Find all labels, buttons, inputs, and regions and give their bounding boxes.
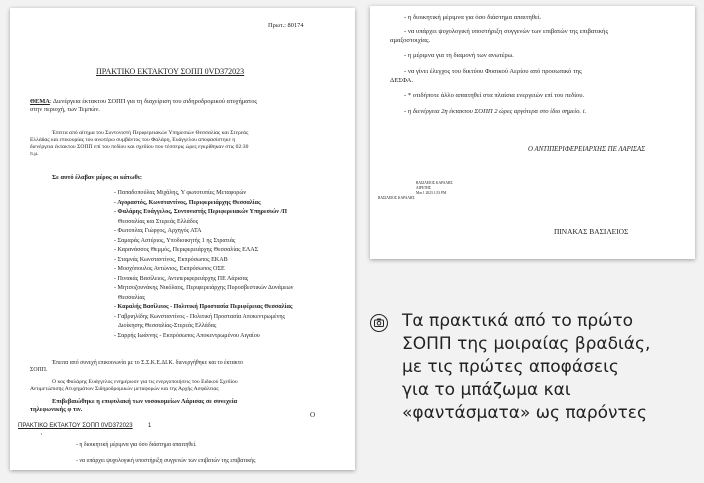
photo-caption xyxy=(370,310,704,425)
participant-item: - Μητσοζουνάκης Νικόλαος, Περιφερειάρχης Πυροσβεστικών Δυνάμεων xyxy=(114,285,294,291)
intro-line-1: Έπειτα από αίτημα του Συντονιστή Περιφερειακών Υπηρεσιών Θεσσαλίας και Στερεάς xyxy=(52,130,249,136)
action-line-4-cont: ΔΕΣΦΑ. xyxy=(390,77,414,84)
signature-stamp-line-3: Mar 1 2023 1:53 PM xyxy=(416,191,447,195)
caption-line: για το μπάζωμα και xyxy=(402,380,571,400)
participant-item: - Παπαδοπούλας Μιχάλης, Υ φωτοτυπίες Μεταφορών xyxy=(114,190,247,196)
subject-line-2: στην περιοχή, των Τεμπών. xyxy=(30,106,100,113)
page-footer-title: ΠΡΑΚΤΙΚΟ ΕΚΤΑΚΤΟΥ ΣΟΠΠ 0VD372023 xyxy=(18,423,133,429)
document-page-2 xyxy=(370,6,695,259)
caption-line: Τα πρακτικά από το πρώτο xyxy=(402,311,634,331)
intro-line-2: Ελλάδας και επικουρίας του ανωτέρω συμβάντος του Φαλάρη, Ευάγγελου αποφασίστηκε η xyxy=(30,137,236,143)
signature-stamp-line-1: ΒΑΣΙΛΕΙΟΣ ΚΑΡΑΛΗΣ xyxy=(416,181,453,185)
participant-item: - Σαμαράς Αστέριος, Υποδιοικητής 1 ης Στρατιάς xyxy=(114,237,236,244)
caption-line: με τις πρώτες αποφάσεις xyxy=(402,357,619,377)
subject-label: ΘΕΜΑ xyxy=(30,98,50,105)
participant-item: - Σταμνάς Κωνσταντίνος, Εκπρόσωπος ΕΚΑΒ xyxy=(114,256,228,263)
participant-item: - Φωτοπλας Γιώργος, Αρχηγός ΑΤΑ xyxy=(114,228,202,234)
document-page-1 xyxy=(10,8,355,470)
action-line-3: - η μέριμνα για τη διαμονή των ανωτέρω. xyxy=(404,52,514,59)
page2-line-1: - η διοικητική μέριμνα για όσο διάστημα απαιτηθεί. xyxy=(76,442,197,448)
camera-icon xyxy=(370,314,388,332)
intro-line-3: διενέργεια έκτακτου ΣΟΠΠ επί του πεδίου και σχεδίου που τέσσερις ώρες εγκρίθηκαν στις 02:30 xyxy=(30,144,249,150)
action-line-4: - να γίνει έλεγχος του δικτύου Φυσικού Αερίου από προσωπικό της xyxy=(404,68,582,75)
paragraph-2-line-2: Αντιμετώπισης Ατυχημάτων Σιδηροδρομικών μεταφορών και της Αρχής Ασφάλειας xyxy=(30,386,219,392)
page-footer-number: 1 xyxy=(148,423,152,429)
stray-dot: · xyxy=(40,430,43,439)
paragraph-1-line-1: Έπειτα από συνεχή επικοινωνία με το Σ.Σ.Κ.Ε.ΔΙ.Κ. διενεργήθηκε και το έκτακτο xyxy=(52,360,243,366)
page2-line-2: - να υπάρχει ψυχολογική υποστήριξη συγγενών των επιβατών της επιβατικής xyxy=(76,458,256,464)
action-line-2: - να υπάρχει ψυχολογική υποστήριξη συγγενών των επιβατών της επιβατικής xyxy=(404,28,609,35)
participants-heading: Σε αυτό έλαβαν μέρος οι κάτωθι: xyxy=(52,174,142,181)
paragraph-2-line-1: Ο κος Φαλάρης Ευάγγελος ενημέρωσε για τις ενεργοποιήσεις του Ειδικού Σχεδίου xyxy=(52,379,238,385)
signature-stamp-line-4: ΒΑΣΙΛΕΙΟΣ ΚΑΡΑΛΗΣ xyxy=(378,196,415,200)
action-line-5: - * οτιδήποτε άλλο απαιτηθεί στα πλαίσια ενεργειών επί του πεδίου. xyxy=(404,92,585,99)
document-title: ΠΡΑΚΤΙΚΟ ΕΚΤΑΚΤΟΥ ΣΟΠΠ 0VD372023 xyxy=(96,67,245,76)
paragraph-1-line-2: ΣΟΠΠ. xyxy=(30,367,48,373)
participant-item: Θεσσαλίας xyxy=(118,294,145,301)
participant-item: - Γαβριηλίδης Κωνσταντίνος - Πολιτική Προστασία Αποκεντρωμένης xyxy=(114,313,285,320)
caption-line: «φαντάσματα» ως παρόντες xyxy=(402,403,647,423)
action-line-1: - η διοικητική μέριμνα για όσο διάστημα απαιτηθεί. xyxy=(404,14,542,21)
participant-item: - Καραλής Βασίλειος - Πολιτική Προστασία Περιφέρειας Θεσσαλίας xyxy=(114,304,293,310)
participant-item: - Σαρρής Ιωάννης - Εκπρόσωπος Αποκεντρωμένου Αιγαίου xyxy=(114,332,260,339)
signer-title: Ο ΑΝΤΙΠΕΡΙΦΕΡΕΙΑΡΧΗΣ ΠΕ ΛΑΡΙΣΑΣ xyxy=(528,146,646,153)
protocol-number: Πρωτ.: 80174 xyxy=(268,22,304,29)
paragraph-3-line-1: Επιβεβαιώθηκε η επιφυλακή των νοσοκομείων Λάρισας σε συνεχεία xyxy=(52,398,238,405)
intro-line-4: π.μ. xyxy=(30,151,39,157)
participant-item: - Μοσχόπουλος Αντώνιος, Εκπρόσωπος ΟΣΕ xyxy=(114,266,225,272)
signature-stamp-line-2: ΑΙΡΕΤΗΣ xyxy=(416,186,431,190)
caption-text xyxy=(402,310,704,425)
subject-line xyxy=(30,98,257,105)
participant-item: - Φαλάρης Ευάγγελος, Συντονιστής Περιφερειακών Υπηρεσιών /Π xyxy=(114,209,287,215)
paragraph-3-line-2: τηλεφωνικής φ τιν. xyxy=(30,406,83,413)
caption-line: ΣΟΠΠ της μοιραίας βραδιάς, xyxy=(402,334,651,354)
participant-item: - Αγοραστός, Κωνσταντίνος, Περιφερειάρχης Θεσσαλίας xyxy=(114,199,261,206)
signer-name: ΠΙΝΑΚΑΣ ΒΑΣΙΛΕΙΟΣ xyxy=(554,227,629,236)
action-line-6: - η διενέργεια 2η έκτακτου ΣΟΠΠ 2 ώρες αργότερα στο ίδιο σημείο. i. xyxy=(404,108,587,115)
margin-mark: Ο xyxy=(310,411,316,419)
participant-item: Θεσσαλίας και Στερεάς Ελλάδος xyxy=(118,218,199,225)
participant-item: Διοίκησης Θεσσαλίας-Στερεάς Ελλάδας xyxy=(118,323,217,329)
action-line-2-cont: αμαξοστοιχίας. xyxy=(390,37,431,44)
participant-item: - Καρανάσσος Θεμμός, Περιφερειάρχης Θεσσαλίας ΕΛΑΣ xyxy=(114,247,259,253)
participant-item: - Πινακάς Βασίλειος, Αντιπεριφερειάρχης ΠΕ Λάρισας xyxy=(114,275,249,282)
subject-text: : Διενέργεια έκτακτου ΣΟΠΠ για τη διαχείριση του σιδηροδρομικού ατυχήματος xyxy=(49,98,257,105)
